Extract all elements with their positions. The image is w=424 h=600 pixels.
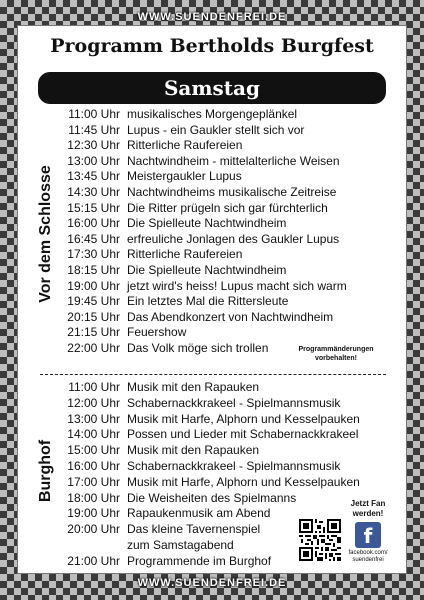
row-time: 19:45 Uhr — [67, 294, 120, 309]
row-activity: Nachtwindheims musikalische Zeitreise — [127, 185, 337, 199]
row-time: 20:00 Uhr — [67, 522, 120, 537]
section-divider — [40, 374, 386, 375]
row-activity: Ritterliche Raufereien — [127, 138, 243, 153]
row-time: 11:45 Uhr — [68, 122, 120, 137]
page-title: Programm Bertholds Burgfest — [50, 35, 374, 57]
row-time: 14:30 Uhr — [67, 185, 120, 199]
row-activity: Ein letztes Mal die Rittersleute — [127, 294, 289, 309]
day-banner: Samstag — [38, 72, 386, 104]
row-activity: Rapaukenmusik am Abend — [127, 506, 271, 521]
row-time: 17:00 Uhr — [67, 474, 120, 489]
row-activity: Die Spielleute Nachtwindheim — [127, 263, 287, 277]
facebook-url[interactable]: facebook.com/ — [348, 550, 388, 556]
row-activity: Schabernackkrakeel - Spielmannsmusik — [127, 395, 341, 410]
row-time: 13:00 Uhr — [67, 411, 120, 426]
row-time: 12:30 Uhr — [67, 138, 120, 153]
row-activity: Das Volk möge sich trollen — [127, 341, 269, 355]
row-time: 21:00 Uhr — [67, 553, 120, 568]
row-time: 18:00 Uhr — [67, 490, 120, 505]
qr-code-icon[interactable] — [299, 519, 341, 561]
row-time: 22:00 Uhr — [67, 341, 120, 355]
fan-line: Jetzt Fan — [350, 499, 386, 508]
row-time: 15:15 Uhr — [67, 200, 120, 215]
row-time: 13:00 Uhr — [67, 153, 120, 168]
row-activity: Musik mit den Rapauken — [127, 380, 260, 394]
fan-line: werden! — [352, 509, 384, 518]
row-time: 16:00 Uhr — [67, 216, 120, 231]
program-change-note — [286, 345, 386, 363]
row-time: 17:30 Uhr — [67, 247, 120, 262]
row-activity: Musik mit Harfe, Alphorn und Kesselpauken — [127, 474, 360, 489]
row-activity: zum Samstagabend — [127, 538, 234, 552]
facebook-icon[interactable]: f — [355, 522, 381, 548]
row-activity: Possen und Lieder mit Schabernackkrakeel — [127, 427, 359, 442]
section-label-vor-dem-schlosse: Vor dem Schlosse — [37, 165, 54, 303]
row-activity: Die Ritter prügeln sich gar fürchterlich — [127, 200, 328, 215]
row-activity: Lupus - ein Gaukler stellt sich vor — [127, 122, 305, 137]
row-time: 13:45 Uhr — [67, 169, 120, 184]
row-time: 16:00 Uhr — [67, 459, 120, 473]
note-line: vorbehalten! — [314, 355, 357, 362]
row-activity: Das kleine Tavernenspiel — [127, 522, 261, 537]
row-time: 16:45 Uhr — [67, 231, 120, 246]
row-time: 15:00 Uhr — [67, 443, 120, 458]
program-card — [17, 25, 407, 574]
row-activity: Musik mit Harfe, Alphorn und Kesselpauken — [127, 411, 360, 426]
row-activity: jetzt wird's heiss! Lupus macht sich warm — [127, 278, 347, 293]
row-activity: Die Weisheiten des Spielmanns — [127, 490, 297, 505]
section-label-burghof: Burghof — [37, 439, 54, 503]
note-line: Programmänderungen — [298, 346, 374, 353]
row-activity: Ritterliche Raufereien — [127, 247, 243, 262]
row-activity: Feuershow — [127, 325, 187, 340]
row-activity: Die Spielleute Nachtwindheim — [127, 216, 287, 231]
row-time: 12:00 Uhr — [67, 395, 120, 410]
site-url-bottom: WWW.SUENDENFREI.DE — [137, 577, 287, 589]
row-activity: Programmende im Burghof — [127, 553, 272, 568]
row-activity: musikalisches Morgengeplänkel — [127, 107, 298, 121]
facebook-fan-box[interactable] — [344, 499, 392, 564]
row-time: 14:00 Uhr — [67, 427, 120, 442]
row-activity: Nachtwindheim - mittelalterliche Weisen — [127, 153, 340, 168]
row-activity: Das Abendkonzert von Nachtwindheim — [127, 309, 334, 324]
row-time: 19:00 Uhr — [67, 506, 120, 521]
row-activity: Schabernackkrakeel - Spielmannsmusik — [127, 459, 341, 473]
row-time: 21:15 Uhr — [67, 325, 120, 340]
row-time: 11:00 Uhr — [68, 107, 120, 121]
row-time: 11:00 Uhr — [68, 380, 120, 394]
row-activity: Meistergaukler Lupus — [127, 169, 242, 184]
site-url-top: WWW.SUENDENFREI.DE — [137, 11, 287, 23]
row-time: 20:15 Uhr — [67, 309, 120, 324]
row-time: 18:15 Uhr — [67, 263, 120, 277]
row-activity: erfreuliche Jonlagen des Gaukler Lupus — [127, 231, 340, 246]
facebook-url[interactable]: suendenfrei — [352, 557, 384, 563]
row-time: 19:00 Uhr — [67, 278, 120, 293]
row-activity: Musik mit den Rapauken — [127, 443, 260, 458]
